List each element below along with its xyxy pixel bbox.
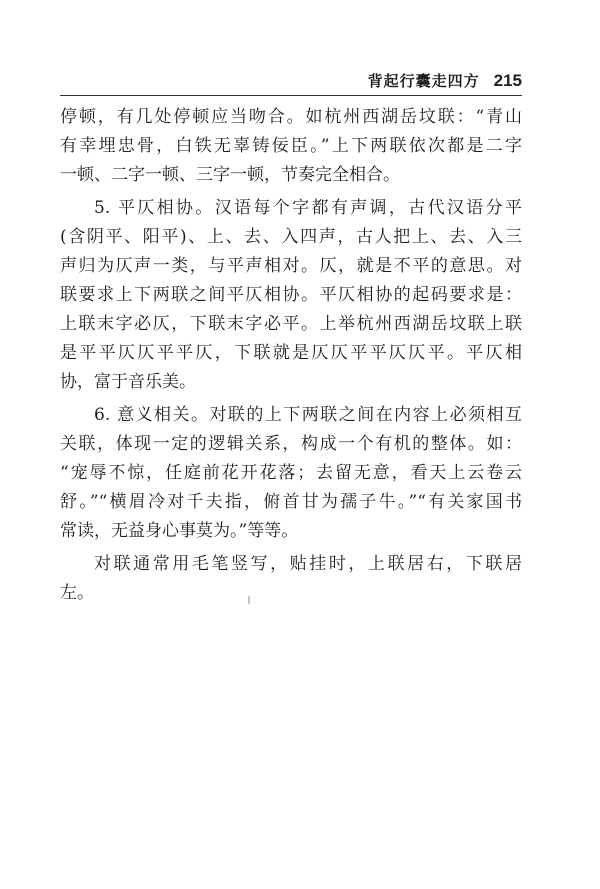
text-line: 声归为仄声一类，与平声相对。仄，就是不平的意思。对 (60, 256, 522, 276)
text-line: 舒。”“横眉冷对千夫指，俯首甘为孺子牛。”“有关家国书 (60, 492, 522, 512)
text-line: 停顿，有几处停顿应当吻合。如杭州西湖岳坟联：“青山 (60, 107, 522, 127)
header-rule (60, 95, 522, 96)
scan-speck (248, 596, 250, 604)
text-line: 关联，体现一定的逻辑关系，构成一个有机的整体。如： (60, 434, 522, 454)
text-line: 左。 (60, 583, 94, 603)
text-line: 5. 平仄相协。汉语每个字都有声调，古代汉语分平 (94, 198, 522, 218)
running-title: 背起行囊走四方 (367, 72, 480, 90)
text-line: 协，富于音乐美。 (60, 372, 196, 392)
text-line: 6. 意义相关。对联的上下两联之间在内容上必须相互 (94, 405, 522, 425)
text-line: 上联末字必仄，下联末字必平。上举杭州西湖岳坟联上联 (60, 314, 522, 334)
text-line: 一顿、二字一顿、三字一顿，节奏完全相合。 (60, 165, 400, 185)
page-header (368, 70, 522, 92)
paragraph-meaning-related (60, 401, 522, 546)
paragraph-continuation (60, 103, 522, 190)
text-line: 有幸埋忠骨，白铁无辜铸佞臣。”上下两联依次都是二字 (60, 136, 522, 156)
page-number: 215 (493, 71, 522, 90)
paragraph-writing-hanging (60, 550, 522, 608)
text-line: 是平平仄仄平平仄，下联就是仄仄平平仄仄平。平仄相 (60, 343, 522, 363)
text-line: 对联通常用毛笔竖写，贴挂时，上联居右，下联居 (94, 554, 522, 574)
text-line: “宠辱不惊，任庭前花开花落；去留无意，看天上云卷云 (60, 463, 522, 483)
text-line: 常读，无益身心事莫为。”等等。 (60, 521, 299, 541)
paragraph-tonal-balance (60, 194, 522, 397)
body-text (60, 103, 522, 608)
text-line: (含阴平、阳平)、上、去、入四声，古人把上、去、入三 (60, 227, 522, 247)
text-line: 联要求上下两联之间平仄相协。平仄相协的起码要求是： (60, 285, 522, 305)
